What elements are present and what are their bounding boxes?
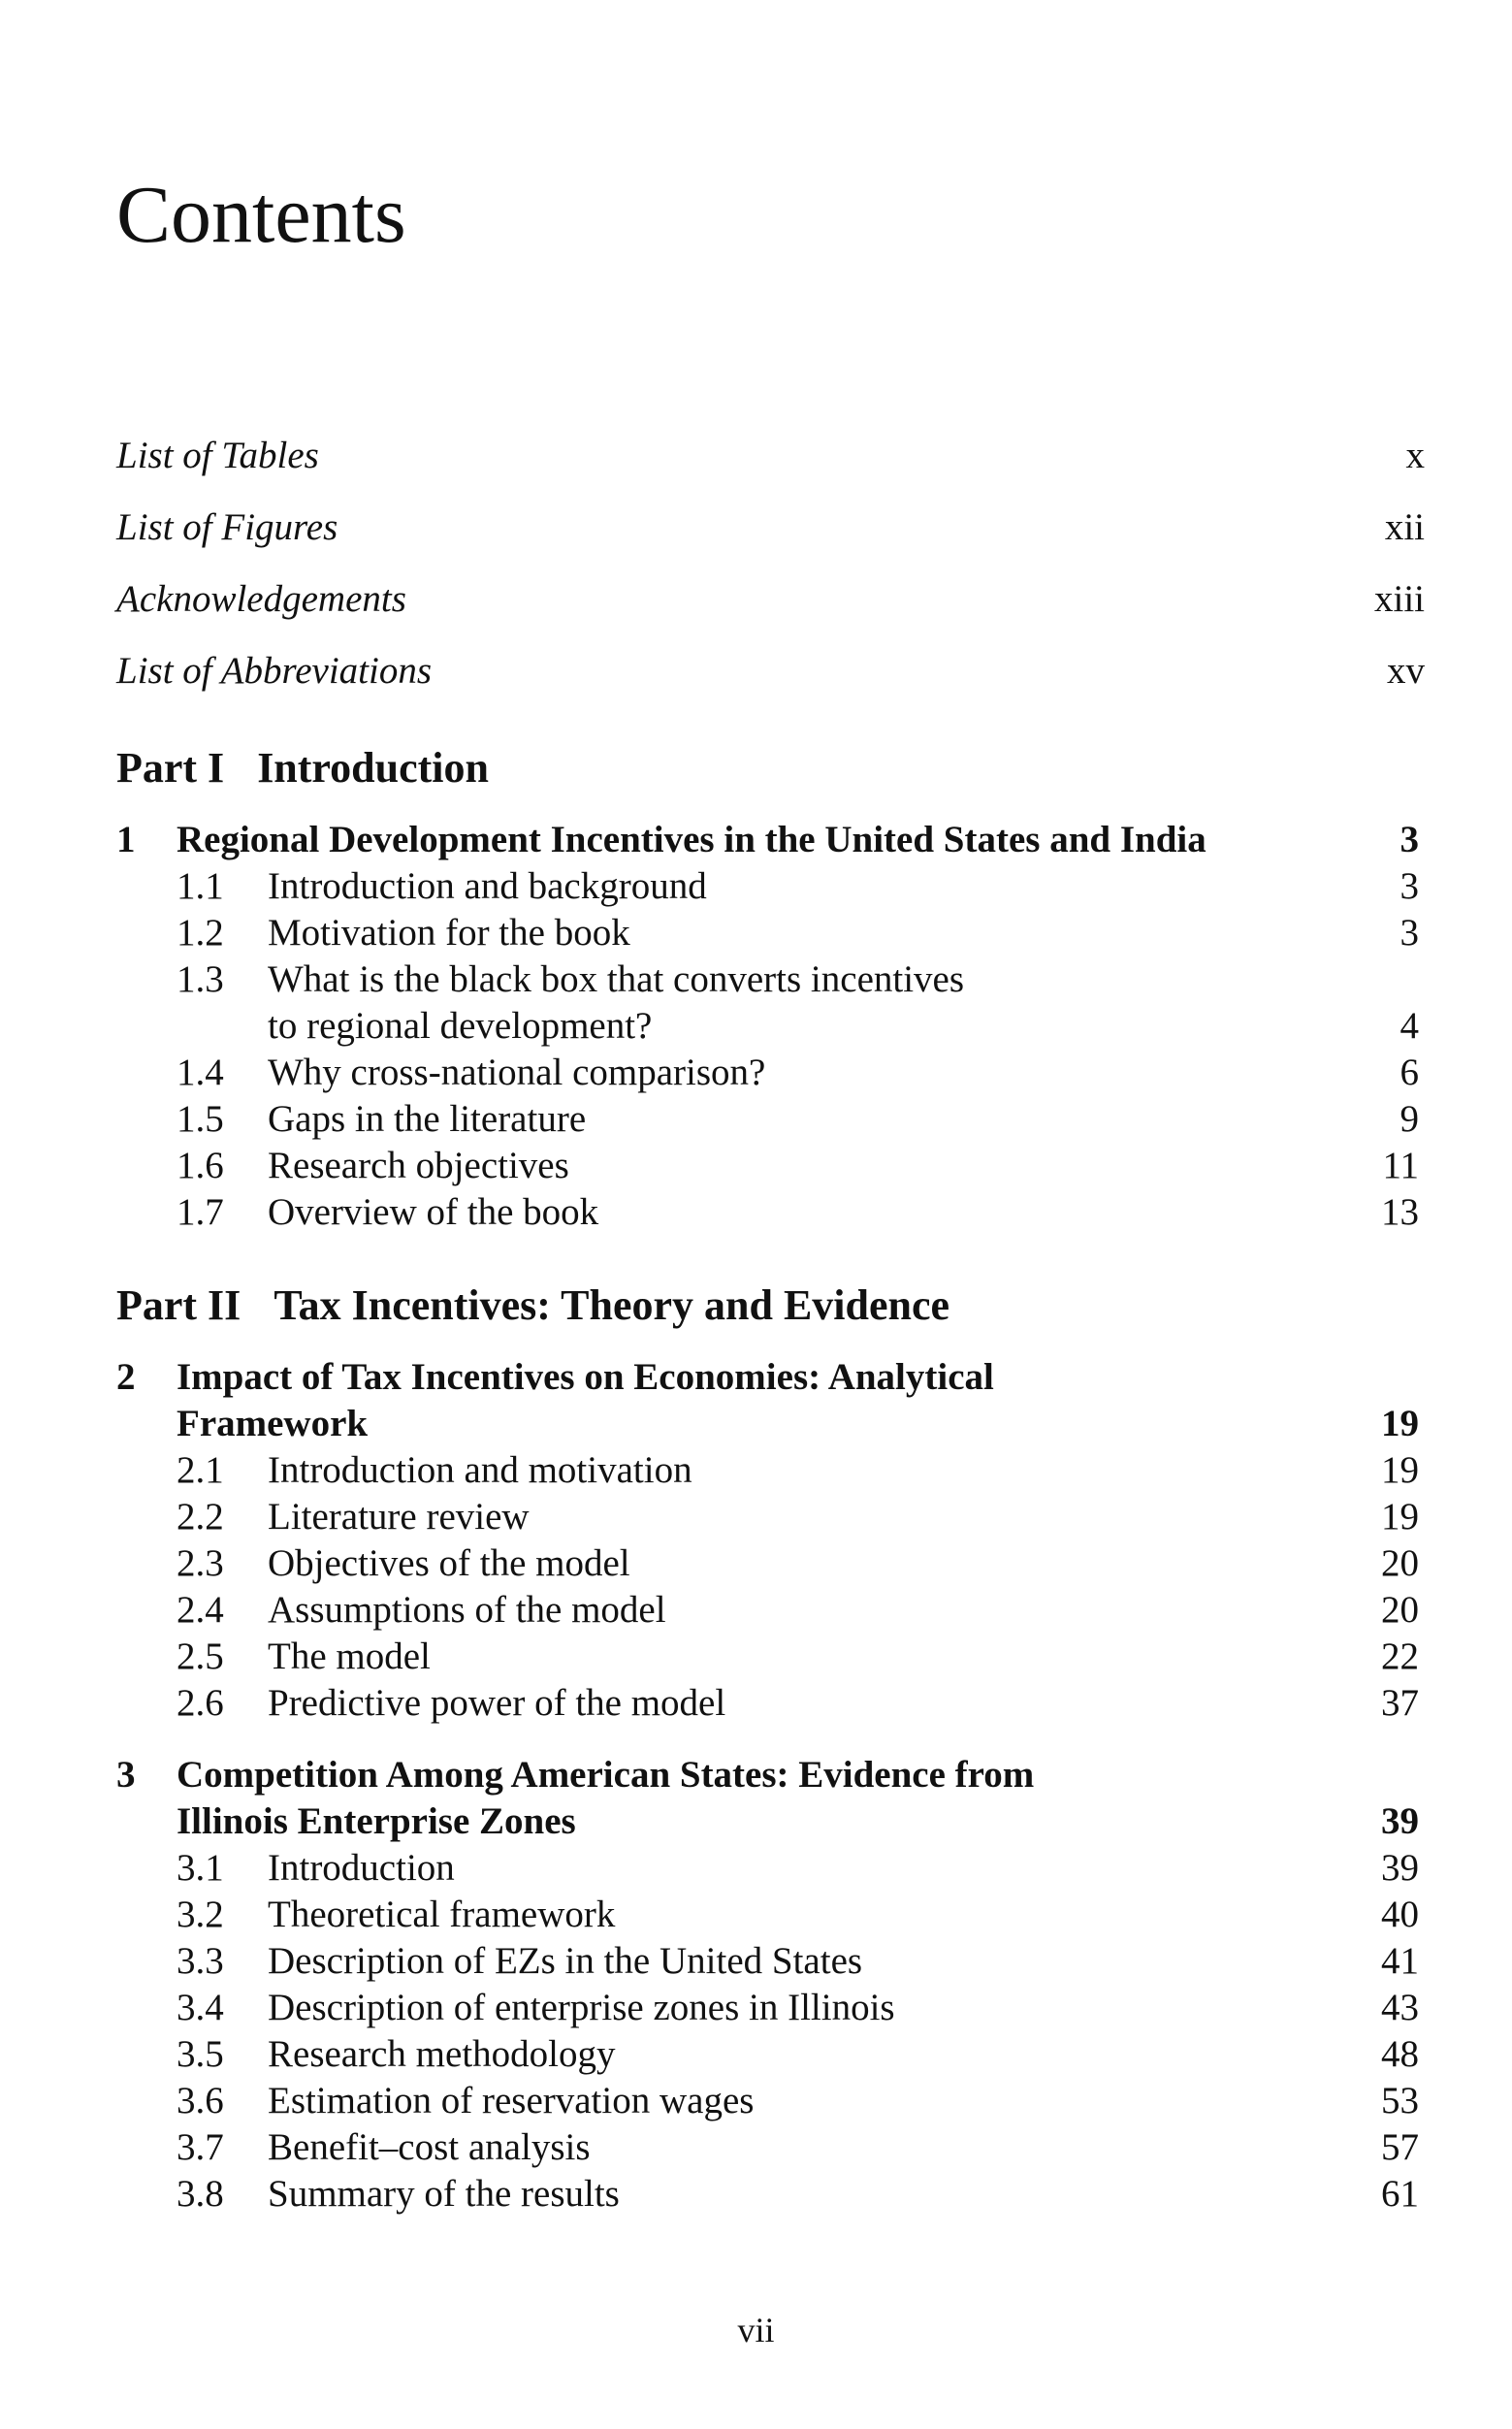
toc-page-number: 39 (1381, 1847, 1419, 1889)
page-folio: vii (737, 2311, 775, 2349)
toc-page-number: 3 (1399, 819, 1419, 860)
toc-section-1-2[interactable] (177, 910, 630, 956)
section-number: 1.4 (177, 1052, 224, 1093)
toc-page-number: xiii (1373, 578, 1425, 620)
section-number: 2.1 (177, 1449, 224, 1491)
section-title: Introduction (268, 1847, 455, 1889)
chapter-title: Competition Among American States: Evidence from (177, 1754, 1035, 1796)
toc-section-1-3[interactable] (177, 956, 964, 1003)
section-number: 1.2 (177, 912, 224, 954)
toc-page-number: 3 (1399, 865, 1419, 907)
chapter-number: 2 (116, 1356, 136, 1398)
toc-page-number: xii (1384, 506, 1425, 548)
section-title: Objectives of the model (268, 1542, 630, 1584)
toc-chapter-1[interactable] (116, 817, 1206, 863)
section-title: Introduction and background (268, 865, 707, 907)
part-label: Part I (116, 744, 225, 792)
toc-entry-list-of-abbreviations[interactable]: List of Abbreviations (116, 650, 433, 692)
chapter-title: Regional Development Incentives in the United States and India (177, 819, 1206, 860)
toc-section-2-1[interactable] (177, 1447, 692, 1494)
chapter-number: 3 (116, 1754, 136, 1796)
toc-chapter-2[interactable] (116, 1354, 994, 1401)
section-number: 3.5 (177, 2033, 224, 2075)
toc-entry-acknowledgements[interactable]: Acknowledgements (116, 578, 406, 620)
chapter-title: Impact of Tax Incentives on Economies: Analytical (177, 1356, 994, 1398)
section-number: 1.6 (177, 1145, 224, 1186)
toc-section-1-4[interactable] (177, 1050, 765, 1096)
toc-page-number: 13 (1381, 1191, 1419, 1233)
section-number: 2.6 (177, 1682, 224, 1724)
section-title: Motivation for the book (268, 912, 630, 954)
toc-page-number: x (1405, 435, 1425, 476)
section-number: 2.2 (177, 1496, 224, 1538)
toc-section-2-5[interactable] (177, 1634, 431, 1680)
toc-chapter-3[interactable] (116, 1752, 1034, 1798)
section-title: The model (268, 1636, 431, 1677)
toc-page-number: 20 (1381, 1589, 1419, 1631)
toc-page-number: 6 (1399, 1052, 1419, 1093)
toc-page-number: 3 (1399, 912, 1419, 954)
section-number: 3.4 (177, 1987, 224, 2028)
toc-page-number: 4 (1399, 1005, 1419, 1047)
part-label: Part II (116, 1281, 241, 1329)
toc-page-number: 53 (1381, 2080, 1419, 2121)
chapter-title-continuation[interactable]: Framework (177, 1403, 369, 1444)
toc-page-number: 19 (1381, 1496, 1419, 1538)
toc-page-number: 22 (1381, 1636, 1419, 1677)
toc-section-3-3[interactable] (177, 1938, 862, 1985)
toc-section-3-1[interactable] (177, 1845, 455, 1892)
section-title: Literature review (268, 1496, 530, 1538)
section-title: Description of EZs in the United States (268, 1940, 863, 1982)
toc-page-number: 40 (1381, 1894, 1419, 1935)
section-number: 3.8 (177, 2173, 224, 2215)
section-number: 1.7 (177, 1191, 224, 1233)
part-heading-1 (116, 743, 489, 793)
section-title: Gaps in the literature (268, 1098, 587, 1140)
section-number: 2.4 (177, 1589, 224, 1631)
section-title: Predictive power of the model (268, 1682, 726, 1724)
toc-section-3-5[interactable] (177, 2031, 615, 2078)
section-number: 3.3 (177, 1940, 224, 1982)
part-title: Introduction (257, 744, 489, 792)
section-title: Benefit–cost analysis (268, 2126, 591, 2168)
section-number: 3.2 (177, 1894, 224, 1935)
page-title: Contents (116, 170, 406, 260)
toc-section-1-6[interactable] (177, 1143, 569, 1189)
toc-section-1-5[interactable] (177, 1096, 586, 1143)
chapter-number: 1 (116, 819, 136, 860)
section-title: Introduction and motivation (268, 1449, 692, 1491)
section-number: 2.3 (177, 1542, 224, 1584)
toc-entry-list-of-tables[interactable]: List of Tables (116, 435, 319, 476)
section-title-continuation[interactable]: to regional development? (268, 1005, 653, 1047)
section-title: Why cross-national comparison? (268, 1052, 766, 1093)
toc-section-3-2[interactable] (177, 1892, 615, 1938)
section-number: 1.3 (177, 958, 224, 1000)
section-number: 1.5 (177, 1098, 224, 1140)
section-title: What is the black box that converts incentives (268, 958, 965, 1000)
toc-entry-list-of-figures[interactable]: List of Figures (116, 506, 338, 548)
part-title: Tax Incentives: Theory and Evidence (273, 1281, 950, 1329)
toc-section-2-3[interactable] (177, 1540, 630, 1587)
toc-section-3-4[interactable] (177, 1985, 895, 2031)
toc-page-number: 39 (1381, 1800, 1419, 1842)
toc-page-number: 41 (1381, 1940, 1419, 1982)
section-number: 2.5 (177, 1636, 224, 1677)
toc-page-number: 57 (1381, 2126, 1419, 2168)
section-title: Description of enterprise zones in Illinois (268, 1987, 895, 2028)
toc-section-1-1[interactable] (177, 863, 707, 910)
toc-page-number: 11 (1382, 1145, 1419, 1186)
section-title: Overview of the book (268, 1191, 599, 1233)
toc-page-number: xv (1387, 650, 1425, 692)
toc-page-number: 20 (1381, 1542, 1419, 1584)
section-title: Research methodology (268, 2033, 616, 2075)
section-title: Estimation of reservation wages (268, 2080, 755, 2121)
section-number: 3.7 (177, 2126, 224, 2168)
toc-page-number: 19 (1381, 1403, 1419, 1444)
toc-page-number: 43 (1381, 1987, 1419, 2028)
toc-section-2-4[interactable] (177, 1587, 666, 1634)
toc-section-1-7[interactable] (177, 1189, 598, 1236)
chapter-title-continuation[interactable]: Illinois Enterprise Zones (177, 1800, 576, 1842)
toc-section-2-2[interactable] (177, 1494, 530, 1540)
toc-section-3-8[interactable] (177, 2171, 620, 2218)
toc-page-number: 61 (1381, 2173, 1419, 2215)
toc-page-number: 19 (1381, 1449, 1419, 1491)
toc-section-3-7[interactable] (177, 2124, 591, 2171)
section-title: Summary of the results (268, 2173, 620, 2215)
toc-page-number: 9 (1399, 1098, 1419, 1140)
section-number: 1.1 (177, 865, 224, 907)
section-title: Theoretical framework (268, 1894, 616, 1935)
part-heading-2 (116, 1280, 949, 1331)
section-title: Research objectives (268, 1145, 569, 1186)
toc-section-3-6[interactable] (177, 2078, 754, 2124)
section-title: Assumptions of the model (268, 1589, 666, 1631)
toc-section-2-6[interactable] (177, 1680, 725, 1727)
toc-page-number: 37 (1381, 1682, 1419, 1724)
section-number: 3.1 (177, 1847, 224, 1889)
section-number: 3.6 (177, 2080, 224, 2121)
toc-page-number: 48 (1381, 2033, 1419, 2075)
